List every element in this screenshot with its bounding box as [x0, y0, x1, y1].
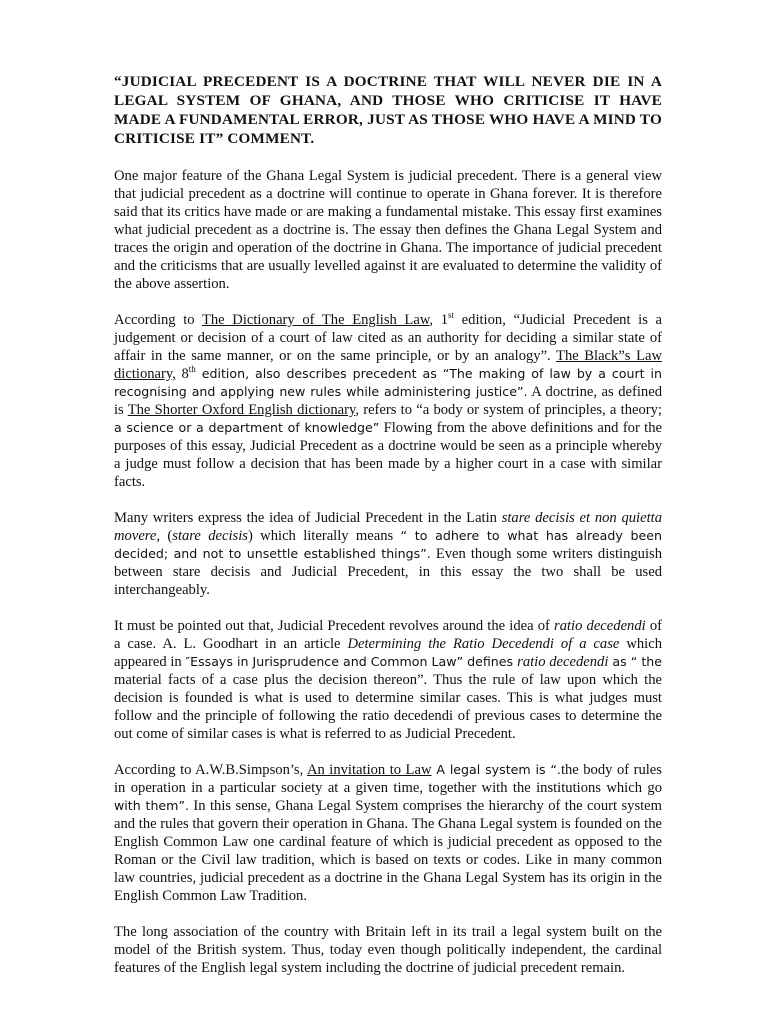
text-run: which appeared in — [114, 636, 662, 670]
latin-phrase: stare decisis et non quietta movere, — [114, 510, 662, 544]
text-run: Even though some writers distinguish between stare decisis and Judicial Precedent, in this essay the two shall be used interchangeably. — [114, 546, 662, 598]
text-run: Many writers express the idea of Judicial Precedent in the Latin — [114, 510, 502, 526]
paragraph-british-association: The long association of the country with Britain left in its trail a legal system built on the model of the British system. Thus, today even though politically independent, the cardinal features of the English legal system including the doctrine of judicial precedent remain. — [114, 924, 662, 976]
citation-shorter-oxford-dictionary: The Shorter Oxford English dictionary — [127, 402, 356, 418]
quoted-text: ″Essays in Jurisprudence and Common Law” defines — [185, 654, 518, 669]
ordinal-suffix: th — [188, 364, 196, 375]
paragraph-ratio-decedendi — [114, 617, 662, 743]
text-run: In this sense, Ghana Legal System comprises the hierarchy of the court system and the rules that govern their operation in Ghana. The Ghana Legal system is founded on the English Common Law one cardinal feature of which is judicial precedent as opposed to the Roman or the Civil law tradition, which is based on texts or codes. Like in many common law countries, judicial precedent as a doctrine in the Ghana Legal System has its origin in the English Common Law Tradition. — [114, 798, 663, 904]
text-run: According to — [114, 312, 202, 328]
text-run: material facts of a case plus the decision thereon”. Thus the rule of law upon which the decision is founded is what is used to determine similar cases. This is what judges must follow and the principle of following the ratio decedendi of previous cases to determine the out come of similar cases is what is referred to as Judicial Precedent. — [114, 672, 662, 742]
paragraph-stare-decisis — [114, 509, 662, 599]
citation-blacks-law-dictionary: The Black”s Law dictionary, — [114, 348, 662, 382]
quoted-definition: edition, also describes precedent as “The making of law by a court in recognising and applying new rules while administering justice”. — [114, 366, 662, 399]
text-run: , refers to “a body or system of principles, a theory; — [355, 402, 662, 418]
latin-phrase: ratio decedendi — [554, 618, 646, 634]
essay-title: “JUDICIAL PRECEDENT IS A DOCTRINE THAT WILL NEVER DIE IN A LEGAL SYSTEM OF GHANA, AND THOSE WHO CRITICISE IT HAVE MADE A FUNDAMENTAL ERROR, JUST AS THOSE WHO HAVE A MIND TO CRITICISE IT” COMMENT. — [114, 73, 662, 147]
quoted-text: A legal system is “. — [431, 762, 561, 777]
quoted-text: as “ the — [608, 654, 663, 669]
text-run: of a case. A. L. Goodhart in an article — [114, 618, 662, 652]
quoted-text: with them”. — [114, 798, 189, 813]
quoted-translation: “ to adhere to what has already been decided; and not to unsettle established things”. — [114, 528, 663, 561]
paragraph-definitions — [114, 311, 662, 491]
text-run: ) which literally means — [247, 528, 401, 544]
latin-phrase: stare decisis — [172, 528, 248, 544]
text-run: , 1 — [429, 312, 449, 328]
paragraph-legal-system — [114, 761, 662, 905]
text-run: 8 — [175, 366, 189, 382]
text-run: ( — [160, 528, 173, 544]
article-title: Determining the Ratio Decedendi of a case — [347, 636, 620, 652]
text-run: the body of rules in operation in a particular society at a given time, together with the institutions which go — [114, 762, 662, 796]
text-run: A doctrine, as defined is — [114, 384, 662, 418]
text-run: Flowing from the above definitions and for the purposes of this essay, Judicial Precedent as a doctrine would be seen as a principle whereby a judge must follow a decision that has been made by a higher court in a case with similar facts. — [114, 420, 662, 490]
citation-dictionary-english-law: The Dictionary of The English Law — [201, 312, 430, 328]
latin-phrase: ratio decedendi — [517, 654, 609, 670]
text-run: According to A.W.B.Simpson’s, — [114, 762, 307, 778]
text-run: edition, “Judicial Precedent is a judgement or decision of a court of law cited as an authority for deciding a similar state of affair in the same manner, or on the same principle, or by an analogy”. — [114, 312, 663, 364]
paragraph-introduction: One major feature of the Ghana Legal System is judicial precedent. There is a general view that judicial precedent as a doctrine will continue to operate in Ghana forever. It is therefore said that its critics have made or are making a fundamental mistake. This essay first examines what judicial precedent as a doctrine is. The essay then defines the Ghana Legal System and traces the origin and operation of the doctrine in Ghana. The importance of judicial precedent and the criticisms that are usually levelled against it are evaluated to determine the validity of the above assertion. — [114, 168, 662, 292]
citation-invitation-to-law: An invitation to Law — [306, 762, 432, 778]
ordinal-suffix: st — [448, 310, 455, 321]
text-run: It must be pointed out that, Judicial Precedent revolves around the idea of — [114, 618, 555, 634]
quoted-definition: a science or a department of knowledge” — [114, 420, 380, 435]
